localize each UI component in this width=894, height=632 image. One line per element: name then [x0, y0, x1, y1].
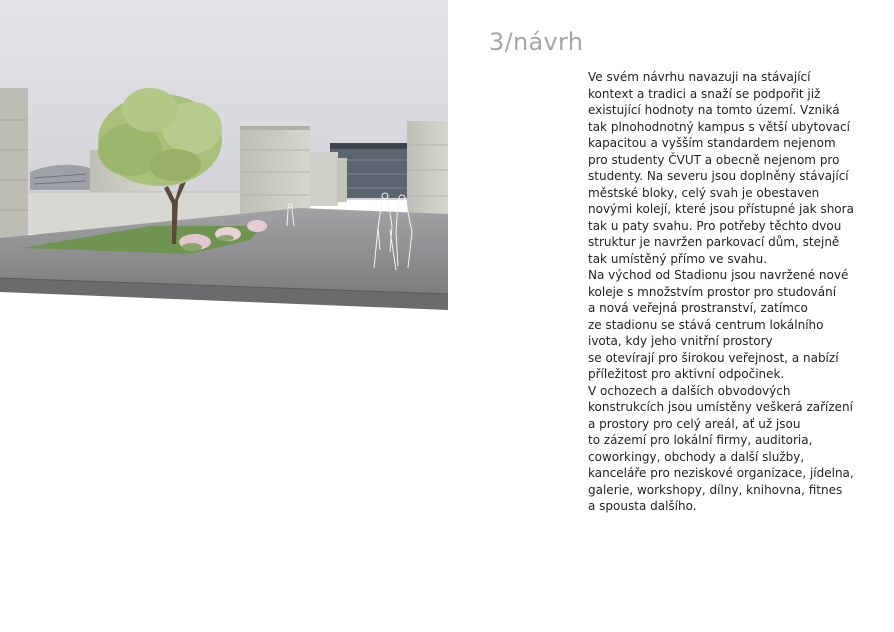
paragraph-line: pro studenty ČVUT a obecně nejenom pro: [588, 152, 840, 167]
paragraph-line: a nová veřejná prostranství, zatímco: [588, 301, 808, 315]
paragraph-line: tak u paty svahu. Pro potřeby těchto dvou: [588, 218, 842, 233]
paragraph-line: tak umístěný přímo ve svahu.: [588, 251, 768, 266]
paragraph-line: příležitost pro aktivní odpočinek.: [588, 367, 785, 381]
paragraph-line: ze stadionu se stává centrum lokálního: [588, 317, 824, 332]
paragraph-line: městské bloky, celý svah je obestaven: [588, 185, 820, 200]
paragraph-line: koleje s množstvím prostor pro studování: [588, 284, 837, 299]
paragraph-line: a prostory pro celý areál, ať už jsou: [588, 416, 801, 431]
paragraph-line: existující hodnoty na tomto území. Vzniká: [588, 103, 840, 117]
paragraph-line: kontext a tradici a snaží se podpořit již: [588, 86, 821, 101]
page-title: 3/návrh: [489, 28, 584, 56]
paragraph-line: Na východ od Stadionu jsou navržené nové: [588, 268, 849, 282]
body-paragraph: [588, 69, 888, 515]
paragraph-line: studenty. Na severu jsou doplněny stávající: [588, 169, 849, 183]
paragraph-line: tak plnohodnotný kampus s větší ubytovací: [588, 119, 850, 134]
paragraph-line: ivota, kdy jeho vnitřní prostory: [588, 334, 773, 348]
paragraph-line: coworkingy, obchody a další služby,: [588, 449, 805, 464]
paragraph-line: kanceláře pro neziskové organizace, jídelna,: [588, 466, 854, 480]
paragraph-line: V ochozech a dalších obvodových: [588, 383, 791, 398]
paragraph-line: Ve svém návrhu navazuji na stávající: [588, 70, 811, 84]
paragraph-line: se otevírají pro širokou veřejnost, a nabízí: [588, 350, 839, 365]
architectural-render: [0, 0, 448, 310]
paragraph-line: a spousta dalšího.: [588, 499, 697, 513]
paragraph-line: to zázemí pro lokální firmy, auditoria,: [588, 433, 813, 447]
paragraph-line: galerie, workshopy, dílny, knihovna, fitnes: [588, 482, 843, 497]
paragraph-line: konstrukcích jsou umístěny veškerá zařízení: [588, 400, 853, 414]
paragraph-line: struktur je navržen parkovací dům, stejně: [588, 235, 840, 249]
paragraph-line: novými kolejí, které jsou přístupné jak shora: [588, 202, 854, 216]
render-illustration: [0, 0, 448, 310]
paragraph-line: kapacitou a vyšším standardem nejenom: [588, 136, 836, 150]
